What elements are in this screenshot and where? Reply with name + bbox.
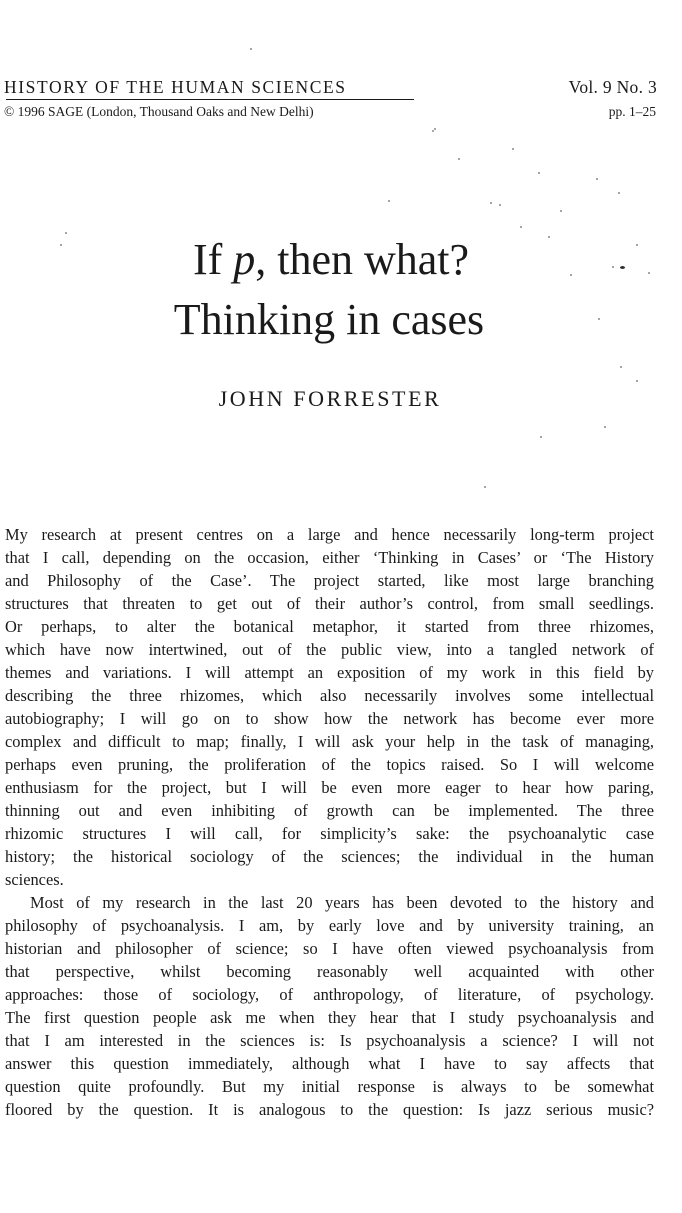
speck (65, 232, 67, 234)
body-line: Most of my research in the last 20 years has been devoted to the history and (30, 893, 654, 912)
speck (499, 204, 501, 206)
title-variable: p (233, 235, 256, 284)
speck (604, 426, 606, 428)
body-line: autobiography; I will go on to show how the network has become ever more (5, 709, 654, 728)
speck (648, 272, 650, 274)
body-line: describing the three rhizomes, which also necessarily involves some intellectual (5, 686, 654, 705)
speck (484, 486, 486, 488)
speck (548, 236, 550, 238)
speck (538, 172, 540, 174)
body-line: philosophy of psychoanalysis. I am, by early love and by university training, an (5, 916, 654, 935)
speck (520, 226, 522, 228)
body-line: which have now intertwined, out of the public view, into a tangled network of (5, 640, 654, 659)
body-line: themes and variations. I will attempt an exposition of my work in this field by (5, 663, 654, 682)
speck (540, 436, 542, 438)
author-name: JOHN FORRESTER (218, 386, 442, 411)
speck (612, 266, 614, 268)
body-line: floored by the question. It is analogous to the question: Is jazz serious music? (5, 1100, 654, 1119)
speck (60, 244, 62, 246)
speck (388, 200, 390, 202)
speck (512, 148, 514, 150)
body-line: approaches: those of sociology, of anthropology, of literature, of psychology. (5, 985, 654, 1004)
body-line: structures that threaten to get out of their author’s control, from small seedlings. (5, 594, 654, 613)
title-suffix: , then what? (255, 235, 470, 284)
body-line: question quite profoundly. But my initial response is always to be somewhat (5, 1077, 654, 1096)
body-line: sciences. (5, 870, 64, 889)
title-prefix: If (192, 235, 234, 284)
speck (620, 366, 622, 368)
volume-issue: Vol. 9 No. 3 (568, 77, 657, 97)
body-line: perhaps even pruning, the proliferation of the topics raised. So I will welcome (5, 755, 654, 774)
copyright-line: © 1996 SAGE (London, Thousand Oaks and New Delhi) (4, 104, 314, 119)
body-line: and Philosophy of the Case’. The project started, like most large branching (5, 571, 654, 590)
running-header-journal-title: HISTORY OF THE HUMAN SCIENCES (4, 77, 347, 97)
speck (598, 318, 600, 320)
article-title-line-1 (1, 235, 661, 284)
body-line: complex and difficult to map; finally, I will ask your help in the task of managing, (5, 732, 654, 751)
speck (432, 130, 434, 132)
speck (250, 48, 252, 50)
speck (490, 202, 492, 204)
body-line: historian and philosopher of science; so I have often viewed psychoanalysis from (5, 939, 654, 958)
body-line: rhizomic structures I will call, for simplicity’s sake: the psychoanalytic case (5, 824, 654, 843)
speck (620, 266, 625, 269)
body-line: thinning out and even inhibiting of growth can be implemented. The three (5, 801, 654, 820)
body-line: The first question people ask me when they hear that I study psychoanalysis and (5, 1008, 654, 1027)
speck (636, 244, 638, 246)
speck (636, 380, 638, 382)
body-line: history; the historical sociology of the sciences; the individual in the human (5, 847, 654, 866)
body-line: enthusiasm for the project, but I will be even more eager to hear how paring, (5, 778, 654, 797)
body-line: that I am interested in the sciences is: Is psychoanalysis a science? I will not (5, 1031, 654, 1050)
body-line: that perspective, whilst becoming reasonably well acquainted with other (5, 962, 654, 981)
speck (458, 158, 460, 160)
article-title-line-2: Thinking in cases (173, 295, 485, 344)
speck (560, 210, 562, 212)
speck (570, 274, 572, 276)
header-rule (6, 99, 414, 100)
body-text (5, 523, 654, 1121)
page-range: pp. 1–25 (608, 104, 656, 119)
body-line: My research at present centres on a large and hence necessarily long-term project (5, 525, 654, 544)
body-line: Or perhaps, to alter the botanical metaphor, it started from three rhizomes, (5, 617, 654, 636)
speck (434, 128, 436, 130)
body-line: answer this question immediately, although what I have to say affects that (5, 1054, 654, 1073)
speck (618, 192, 620, 194)
speck (596, 178, 598, 180)
body-line: that I call, depending on the occasion, either ‘Thinking in Cases’ or ‘The History (5, 548, 654, 567)
